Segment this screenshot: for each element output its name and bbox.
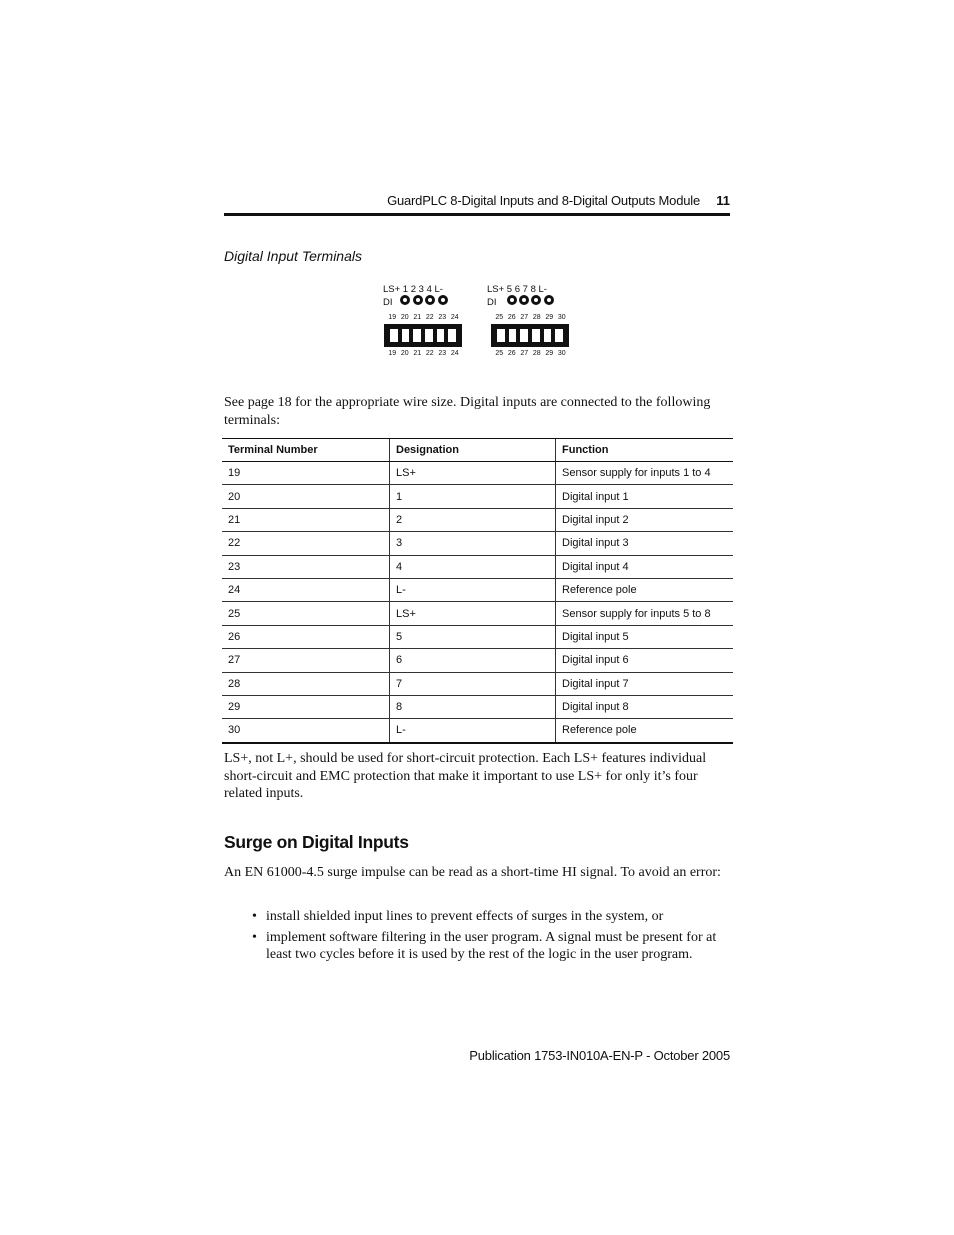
header-title: GuardPLC 8-Digital Inputs and 8-Digital Outputs Module <box>387 193 700 208</box>
table-row <box>222 462 733 485</box>
table-cell: 21 <box>222 508 390 531</box>
led-indicator <box>519 295 529 305</box>
page-number: 11 <box>716 193 730 208</box>
terminal-number: 20 <box>400 350 409 357</box>
table-row <box>222 625 733 648</box>
terminal-number: 30 <box>557 314 566 321</box>
list-item-text: install shielded input lines to prevent effects of surges in the system, or <box>266 909 664 924</box>
bullet-icon: • <box>252 909 257 924</box>
intro-paragraph: See page 18 for the appropriate wire size. Digital inputs are connected to the following terminals: <box>224 395 711 428</box>
terminal-number: 25 <box>495 314 504 321</box>
terminal-number: 29 <box>545 314 554 321</box>
terminal-numbers-bottom <box>386 350 461 357</box>
terminal-top-labels: LS+ 5 6 7 8 L- <box>487 284 547 295</box>
terminal-number: 26 <box>507 314 516 321</box>
table-row <box>222 508 733 531</box>
page-header <box>224 190 730 217</box>
bullet-list <box>250 908 730 967</box>
note-paragraph: LS+, not L+, should be used for short-circuit protection. Each LS+ features individual short-circuit and EMC protection that make it important to use LS+ for only it’s four related inputs. <box>224 751 707 801</box>
terminal-connector <box>491 324 569 347</box>
list-item <box>250 929 730 964</box>
table-cell: 30 <box>222 719 390 743</box>
table-row <box>222 695 733 718</box>
terminal-number: 23 <box>438 314 447 321</box>
terminal-number: 21 <box>413 350 422 357</box>
table-cell: Digital input 6 <box>556 649 734 672</box>
table-cell: 27 <box>222 649 390 672</box>
table-cell: 28 <box>222 672 390 695</box>
table-cell: 4 <box>390 555 556 578</box>
table-cell: Digital input 1 <box>556 485 734 508</box>
table-cell: 7 <box>390 672 556 695</box>
table-row <box>222 555 733 578</box>
table-cell: Digital input 5 <box>556 625 734 648</box>
table-cell: L- <box>390 578 556 601</box>
led-indicator <box>400 295 410 305</box>
di-label: DI <box>487 297 497 308</box>
terminal-number: 29 <box>545 350 554 357</box>
led-indicator <box>544 295 554 305</box>
table-cell: 26 <box>222 625 390 648</box>
terminal-number: 24 <box>450 350 459 357</box>
table-cell: Digital input 8 <box>556 695 734 718</box>
terminal-number: 23 <box>438 350 447 357</box>
terminal-number: 26 <box>507 350 516 357</box>
table-cell: 5 <box>390 625 556 648</box>
terminal-number: 22 <box>425 314 434 321</box>
terminal-number: 28 <box>532 314 541 321</box>
led-indicator <box>425 295 435 305</box>
terminal-number: 25 <box>495 350 504 357</box>
terminal-number: 24 <box>450 314 459 321</box>
terminal-numbers-top <box>386 314 461 321</box>
column-header: Function <box>556 439 734 462</box>
table-header-row <box>222 439 733 462</box>
table-cell: Digital input 4 <box>556 555 734 578</box>
table-cell: 23 <box>222 555 390 578</box>
terminal-number: 28 <box>532 350 541 357</box>
section-heading: Surge on Digital Inputs <box>224 832 409 852</box>
led-indicator <box>507 295 517 305</box>
column-header: Terminal Number <box>222 439 390 462</box>
header-rule <box>224 213 730 216</box>
table-cell: Sensor supply for inputs 1 to 4 <box>556 462 734 485</box>
table-row <box>222 649 733 672</box>
terminal-number: 27 <box>520 350 529 357</box>
terminal-numbers-bottom <box>493 350 568 357</box>
table-cell: Reference pole <box>556 719 734 743</box>
terminal-number: 30 <box>557 350 566 357</box>
terminal-number: 22 <box>425 350 434 357</box>
list-item <box>250 908 730 926</box>
table-cell: LS+ <box>390 462 556 485</box>
section-body: An EN 61000-4.5 surge impulse can be read as a short-time HI signal. To avoid an error: <box>224 865 721 880</box>
terminal-connector <box>384 324 462 347</box>
table-cell: Digital input 3 <box>556 532 734 555</box>
table-row <box>222 719 733 743</box>
table-row <box>222 578 733 601</box>
led-indicator <box>531 295 541 305</box>
table-cell: 20 <box>222 485 390 508</box>
di-label: DI <box>383 297 393 308</box>
table-cell: 19 <box>222 462 390 485</box>
terminal-number: 20 <box>400 314 409 321</box>
column-header: Designation <box>390 439 556 462</box>
table-row <box>222 485 733 508</box>
table-row <box>222 602 733 625</box>
table-cell: 6 <box>390 649 556 672</box>
terminal-number: 19 <box>388 314 397 321</box>
table-cell: L- <box>390 719 556 743</box>
figure-caption: Digital Input Terminals <box>224 248 362 264</box>
table-row <box>222 532 733 555</box>
publication-footer: Publication 1753-IN010A-EN-P - October 2005 <box>469 1048 730 1063</box>
table-cell: 8 <box>390 695 556 718</box>
bullet-icon: • <box>252 929 257 945</box>
table-cell: Digital input 2 <box>556 508 734 531</box>
table-cell: Reference pole <box>556 578 734 601</box>
table-row <box>222 672 733 695</box>
terminal-number: 19 <box>388 350 397 357</box>
table-cell: Sensor supply for inputs 5 to 8 <box>556 602 734 625</box>
table-cell: 25 <box>222 602 390 625</box>
table-cell: 3 <box>390 532 556 555</box>
table-cell: LS+ <box>390 602 556 625</box>
table-cell: 29 <box>222 695 390 718</box>
table-cell: Digital input 7 <box>556 672 734 695</box>
terminal-numbers-top <box>493 314 568 321</box>
table-cell: 24 <box>222 578 390 601</box>
terminal-number: 21 <box>413 314 422 321</box>
table-cell: 1 <box>390 485 556 508</box>
terminal-top-labels: LS+ 1 2 3 4 L- <box>383 284 443 295</box>
led-indicator <box>413 295 423 305</box>
table-cell: 22 <box>222 532 390 555</box>
terminal-number: 27 <box>520 314 529 321</box>
led-indicator <box>438 295 448 305</box>
list-item-text: implement software filtering in the user program. A signal must be present for at least two cycles before it is used by the rest of the logic in the user program. <box>266 929 717 962</box>
table-cell: 2 <box>390 508 556 531</box>
terminal-table <box>222 438 733 744</box>
